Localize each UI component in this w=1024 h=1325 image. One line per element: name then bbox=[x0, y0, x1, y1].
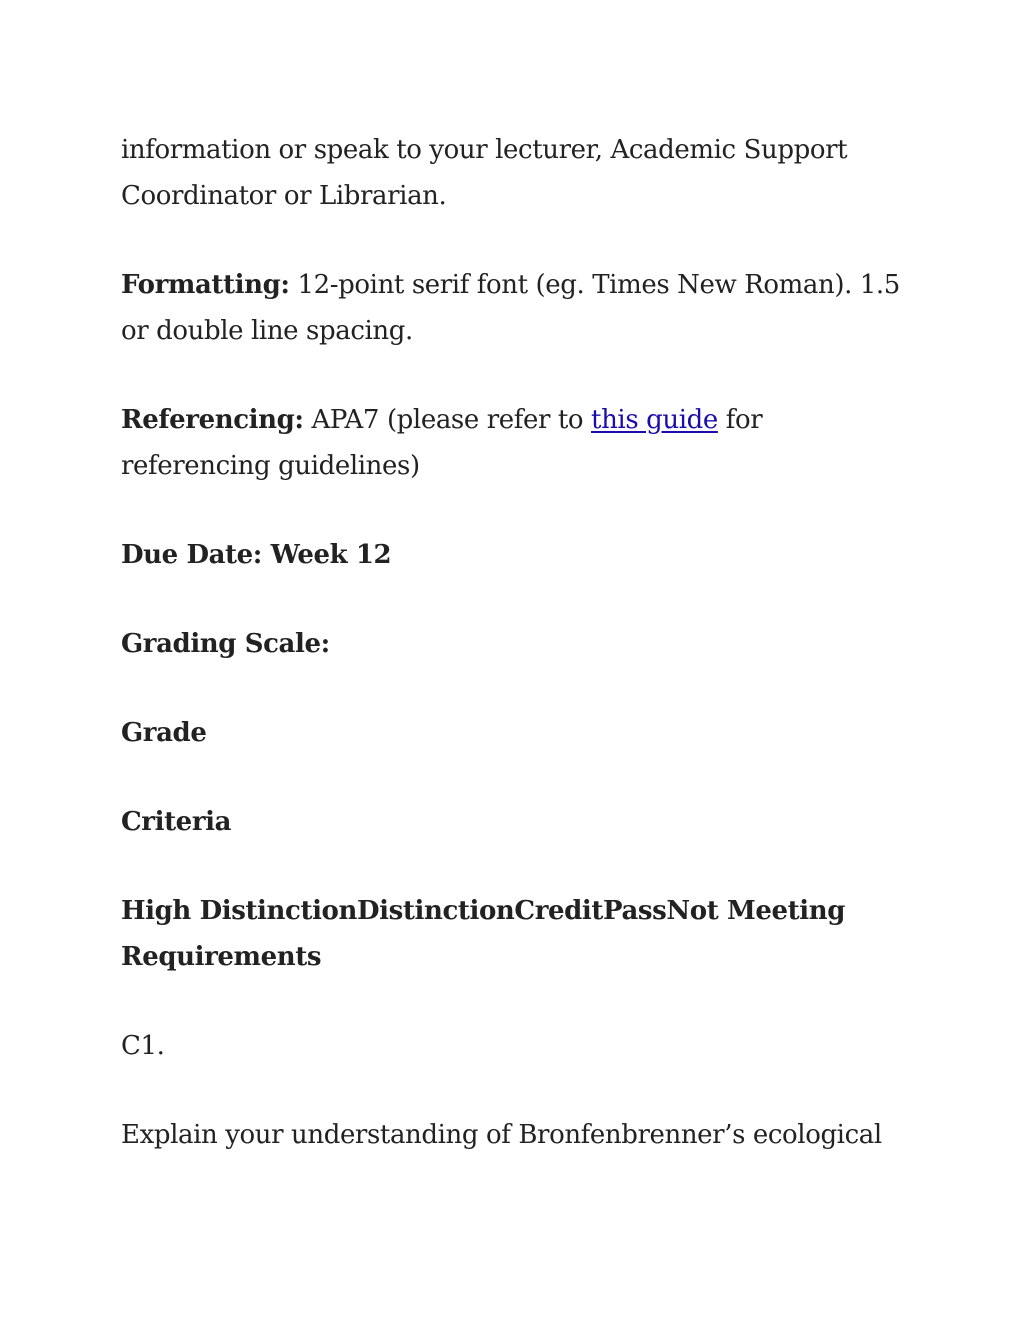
grade-levels-heading: High DistinctionDistinctionCreditPassNot Meeting Requirements bbox=[121, 896, 845, 972]
due-date-heading: Due Date: Week 12 bbox=[121, 540, 392, 570]
referencing-paragraph bbox=[121, 397, 911, 489]
grading-scale-heading: Grading Scale: bbox=[121, 629, 330, 659]
formatting-paragraph bbox=[121, 262, 911, 354]
criterion-c1-label: C1. bbox=[121, 1031, 165, 1061]
intro-paragraph: information or speak to your lecturer, Academic Support Coordinator or Librarian. bbox=[121, 135, 848, 211]
document-page bbox=[121, 127, 911, 1201]
criterion-c1-description: Explain your understanding of Bronfenbrenner’s ecological bbox=[121, 1120, 882, 1150]
formatting-text: 12-point serif font (eg. Times New Roman). 1.5 or double line spacing. bbox=[121, 270, 900, 346]
referencing-text-after: for referencing guidelines) bbox=[121, 405, 763, 481]
criteria-heading: Criteria bbox=[121, 807, 232, 837]
grade-heading: Grade bbox=[121, 718, 207, 748]
referencing-label: Referencing: bbox=[121, 405, 304, 435]
referencing-text-before: APA7 (please refer to bbox=[303, 405, 592, 435]
formatting-label: Formatting: bbox=[121, 270, 290, 300]
this-guide-link[interactable]: this guide bbox=[591, 405, 718, 435]
